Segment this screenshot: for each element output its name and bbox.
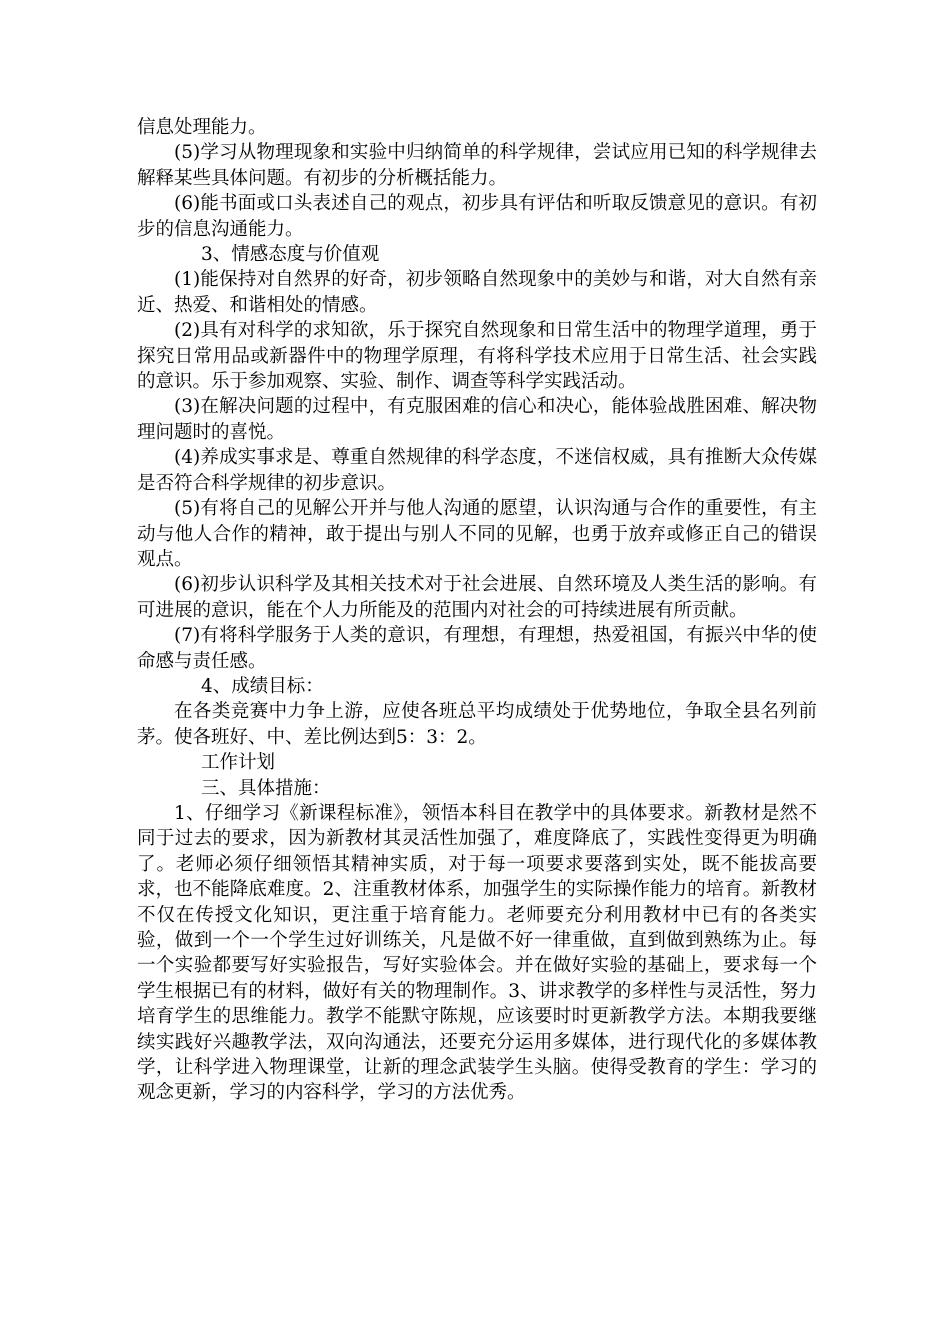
paragraph-attitude-3: (3)在解决问题的过程中，有克服困难的信心和决心，能体验战胜困难、解决物理问题时的喜悦。 — [137, 396, 817, 443]
section-heading-measures: 三、具体措施： — [201, 777, 331, 799]
paragraph-skill-5: (5)学习从物理现象和实验中归纳简单的科学规律，尝试应用已知的科学规律去解释某些具体问题。有初步的分析概括能力。 — [137, 142, 817, 189]
paragraph-attitude-2: (2)具有对科学的求知欲，乐于探究自然现象和日常生活中的物理学道理，勇于探究日常用品或新器件中的物理学原理，有将科学技术应用于日常生活、社会实践的意识。乐于参加观察、实验、制作、调查等科学实践活动。 — [137, 320, 817, 393]
paragraph-info-processing: 信息处理能力。 — [137, 117, 267, 138]
paragraph-attitude-4: (4)养成实事求是、尊重自然规律的科学态度，不迷信权威，具有推断大众传媒是否符合科学规律的初步意识。 — [137, 447, 817, 494]
section-heading-score-goal: 4、成绩目标： — [201, 675, 324, 697]
document-page — [137, 115, 817, 1106]
paragraph-attitude-5: (5)有将自己的见解公开并与他人沟通的愿望，认识沟通与合作的重要性，有主动与他人合作的精神，敢于提出与别人不同的见解，也勇于放弃或修正自己的错误观点。 — [137, 498, 817, 570]
paragraph-attitude-1: (1)能保持对自然界的好奇，初步领略自然现象中的美妙与和谐，对大自然有亲近、热爱、和谐相处的情感。 — [137, 269, 817, 316]
paragraph-measures: 1、仔细学习《新课程标准》，领悟本科目在教学中的具体要求。新教材是然不同于过去的要求，因为新教材其灵活性加强了，难度降底了，实践性变得更为明确了。老师必须仔细领悟其精神实质，对于每一项要求要落到实处，既不能拔高要求，也不能降底难度。2、注重教材体系，加强学生的实际操作能力的培育。新教材不仅在传授文化知识，更注重于培育能力。老师要充分利用教材中已有的各类实验，做到一个一个学生过好训练关，凡是做不好一律重做，直到做到熟练为止。每一个实验都要写好实验报告，写好实验体会。并在做好实验的基础上，要求每一个学生根据已有的材料，做好有关的物理制作。3、讲求教学的多样性与灵活性，努力培育学生的思维能力。教学不能默守陈规，应该要时时更新教学方法。本期我要继续实践好兴趣教学法，双向沟通法，还要充分运用多媒体，进行现代化的多媒体教学，让科学进入物理课堂，让新的理念武装学生头脑。使得受教育的学生：学习的观念更新，学习的内容科学，学习的方法优秀。 — [137, 802, 817, 1104]
paragraph-attitude-6: (6)初步认识科学及其相关技术对于社会进展、自然环境及人类生活的影响。有可进展的意识，能在个人力所能及的范围内对社会的可持续进展有所贡献。 — [137, 574, 817, 621]
section-heading-work-plan: 工作计划 — [201, 752, 276, 774]
section-heading-attitude: 3、情感态度与价值观 — [201, 244, 380, 266]
paragraph-attitude-7: (7)有将科学服务于人类的意识，有理想，有理想，热爱祖国，有振兴中华的使命感与责任感。 — [137, 625, 817, 672]
paragraph-skill-6: (6)能书面或口头表述自己的观点，初步具有评估和听取反馈意见的意识。有初步的信息沟通能力。 — [137, 193, 817, 240]
paragraph-score-goal: 在各类竞赛中力争上游，应使各班总平均成绩处于优势地位，争取全县名列前茅。使各班好、中、差比例达到5：3：2。 — [137, 701, 817, 748]
